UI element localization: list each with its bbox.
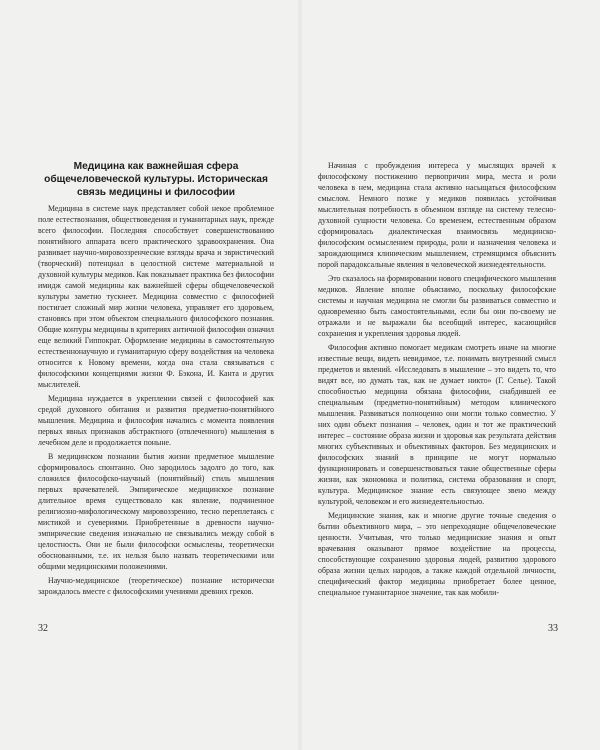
page-number: 32 (38, 623, 48, 634)
paragraph: Это сказалось на формировании нового специфического мышления медиков. Явление вполне объяснимо, поскольку философские системы и научная медицина не смогли бы развиваться совместно и одновременно быть самостоятельными, если бы они по-своему не отражали и не выражали бы всеобщий интерес, касающийся сохранения и укрепления здоровья людей. (318, 274, 556, 338)
right-page-text-column (318, 160, 556, 598)
paragraph: Философия активно помогает медикам смотреть иначе на многие известные вещи, видеть невидимое, т.е. понимать внутренний смысл предметов и явлений. «Исследовать в мышление – это видеть то, что видят все, но думать так, как не думает никто» (Г. Селье). Такой способностью медицина обязана философии, снабдившей ее специальным (предметно-понятийным) методом клинического мышления. Развиваться полноценно они могли только совместно. У них один объект познания – человек, один и тот же практический интерес – состояние образа жизни и здоровья как результата действия многих субъективных и объективных факторов. Без медицинских и философских знаний в принципе не могут нормально функционировать и совершенствоваться такие общественные сферы жизни, как экономика и политика, система образования и спорт, культура. Медицинское знание есть связующее звено между культурой, человеком и его жизнедеятельностью. (318, 343, 556, 506)
page-number: 33 (548, 623, 558, 634)
paragraph: Начиная с пробуждения интереса у мыслящих врачей к философскому постижению первопричин мира, места и роли человека в нем, медицина стала активно насыщаться философским смыслом. Немного позже у медиков появилась устойчивая мыслительная потребность в объемном взгляде на систему телесно-духовной сущности человека. Со временем, естественным образом сформировалась диалектическая взаимосвязь медицинско-философским осмыслением природы, роли и назначения человека и зарождающимся клиническим мышлением, стремящимся объяснить порой парадоксальные явления в человеческой жизнедеятельности. (318, 161, 556, 269)
paragraph: Научно-медицинское (теоретическое) познание исторически зарождалось вместе с философскими учениями древних греков. (38, 576, 274, 596)
paragraph: В медицинском познании бытия жизни предметное мышление сформировалось спонтанно. Оно зародилось задолго до того, как сложился философско-научный (понятийный) стиль мышления первых врачевателей. Эмпирическое медицинское познание длительное время существовало как явление, подчиненное религиозно-мифологическому мировоззрению, тесно переплетаясь с мистикой и суевериями. Приобретенные в древности научно-эмпирические сведения изначально не связывались между собой в целостность. Они не были философски осмыслены, теоретически обоснованными, т.е. их нельзя было назвать теоретическими или общими медицинскими положениями. (38, 452, 274, 571)
section-heading: Медицина как важнейшая сфера общечеловеческой культуры. Историческая связь медицины и философии (44, 161, 268, 198)
paragraph: Медицина нуждается в укреплении связей с философией как средой духовного обитания и развития предметно-понятийного мышления. Медицина и философия начались с момента появления первых явных признаков абстрактного (отвлеченного) мышления в лечебном деле и продолжается поныне. (38, 394, 274, 447)
paragraph: Медицинские знания, как и многие другие точные сведения о бытии объективного мира, – это непреходящие общечеловеческие ценности. Учитывая, что только медицинские знания и опыт врачевания оказывают прямое воздействие на процессы, способствующие сохранению здоровья людей, развитию здорового образа жизни целых народов, а также каждой отдельной личности, специфический фактор медицины приобретает более ценное, специальное гуманитарное значение, так как мобили- (318, 511, 556, 597)
right-page (300, 0, 600, 750)
paragraph: Медицина в системе наук представляет собой некое проблемное поле естествознания, обществоведения и гуманитарных наук, прежде всего философии. Последняя способствует совершенствованию понятийного аппарата всего практического здравоохранения. Она развивает научно-мировоззренческие взгляды врача и эвристический (творческий) потенциал в целостной системе материальной и духовной культуры медиков. Как показывает практика без философии имидж самой медицины как важнейшей сферы общечеловеческой культуры заметно тускнеет. Медицина совместно с философией постигает сложный мир жизни человека, управляет его здоровьем, становясь при этом объектом специального философского познания. Общие контуры медицины в критериях античной философии означил еще великий Гиппократ. Оформление медицины в самостоятельную естественнонаучную и гуманитарную сферу воздействия на человека относится к Новому времени, когда она стала связываться с философскими концепциями жизни Ф. Бэкона, И. Канта и других мыслителей. (38, 204, 274, 389)
left-page-text-column (38, 160, 274, 597)
